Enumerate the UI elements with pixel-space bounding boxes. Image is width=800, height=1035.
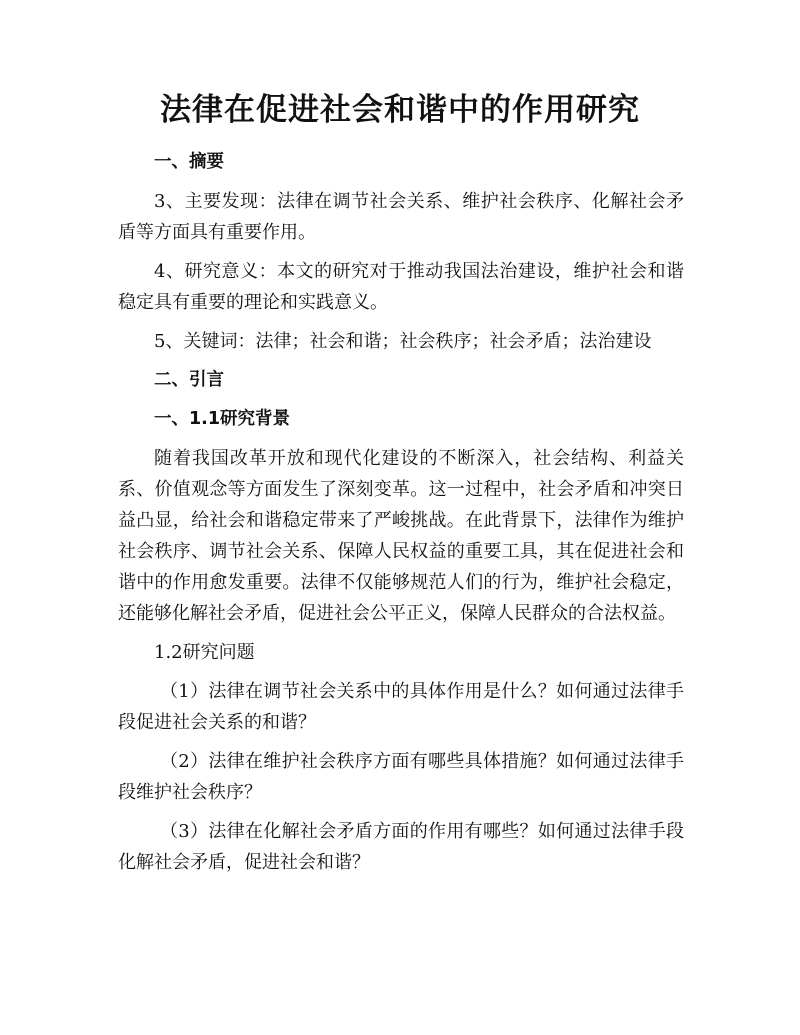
question-3: （3）法律在化解社会矛盾方面的作用有哪些？如何通过法律手段化解社会矛盾，促进社会和谐？ — [118, 821, 684, 873]
findings-paragraph: 3、主要发现：法律在调节社会关系、维护社会秩序、化解社会矛盾等方面具有重要作用。 — [118, 191, 684, 243]
question-1: （1）法律在调节社会关系中的具体作用是什么？如何通过法律手段促进社会关系的和谐？ — [118, 681, 684, 733]
document-body — [118, 147, 684, 886]
background-paragraph: 随着我国改革开放和现代化建设的不断深入，社会结构、利益关系、价值观念等方面发生了深刻变革。这一过程中，社会矛盾和冲突日益凸显，给社会和谐稳定带来了严峻挑战。在此背景下，法律作为维护社会秩序、调节社会关系、保障人民权益的重要工具，其在促进社会和谐中的作用愈发重要。法律不仅能够规范人们的行为，维护社会稳定，还能够化解社会矛盾，促进社会公平正义，保障人民群众的合法权益。 — [118, 448, 684, 624]
background-heading: 一、1.1研究背景 — [154, 409, 291, 429]
question-2: （2）法律在维护社会秩序方面有哪些具体措施？如何通过法律手段维护社会秩序？ — [118, 751, 684, 803]
significance-paragraph: 4、研究意义：本文的研究对于推动我国法治建设，维护社会和谐稳定具有重要的理论和实践意义。 — [118, 261, 684, 313]
document-title: 法律在促进社会和谐中的作用研究 — [160, 92, 640, 128]
abstract-heading: 一、摘要 — [154, 152, 224, 172]
intro-heading: 二、引言 — [154, 370, 224, 390]
keywords-paragraph: 5、关键词：法律；社会和谐；社会秩序；社会矛盾；法治建设 — [154, 331, 652, 352]
questions-heading: 1.2研究问题 — [154, 642, 255, 663]
